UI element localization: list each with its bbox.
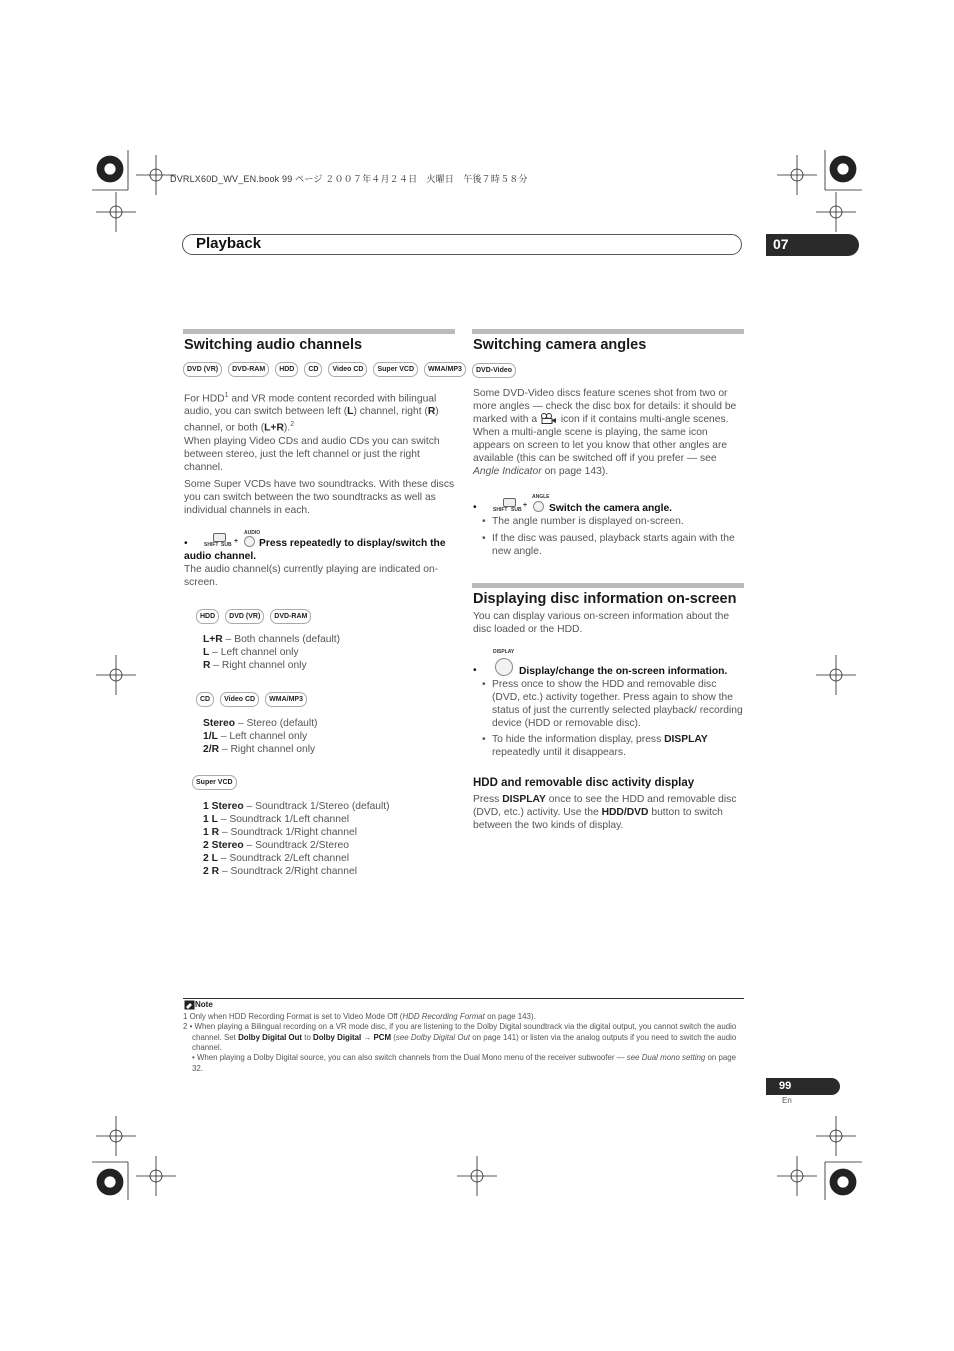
shift-button-icon [503,498,516,507]
tag: Super VCD [192,775,237,790]
paragraph-disc-information: You can display various on-screen information about the disc loaded or the HDD. [473,611,730,635]
list-item: 2/R – Right channel only [203,744,316,755]
tag: Video CD [220,692,259,707]
notes-rule [183,998,744,999]
list-item: Stereo – Stereo (default) [203,718,318,729]
group-c-tags [192,775,237,790]
section-title: Playback [196,235,262,252]
list-item: 1/L – Left channel only [203,731,308,742]
angle-mark-icon [540,413,558,424]
dvd-video-tag [472,363,516,378]
tag: HDD [196,609,219,624]
page-language: En [782,1096,792,1105]
plus-sign: + [523,502,528,509]
left-heading-rule [183,329,455,334]
step-display-bullet-2: • To hide the information display, press DISPLAY repeatedly until it disappears. [492,733,744,759]
list-item: 1 L – Soundtrack 1/Left channel [203,814,349,825]
shift-label: SHIFT [204,542,219,548]
sub-label: SUB [511,507,522,513]
paragraph-activity-display: Press DISPLAY once to see the HDD and removable disc (DVD, etc.) activity. Use the HDD/DVD button to switch between the two kinds of display. [473,794,737,831]
group-a-list [203,633,340,672]
right-heading-rule-1 [472,329,744,334]
chapter-number: 07 [773,236,789,252]
step-camera-angle: Switch the camera angle. [549,503,673,514]
display-button-icon [495,658,513,676]
sub-label: SUB [221,542,232,548]
step-audio: Press repeatedly to display/switch the audio channel. [184,538,446,562]
display-label: DISPLAY [493,649,515,655]
tag: WMA/MP3 [424,362,466,377]
tag: DVD-RAM [228,362,269,377]
footnote-2: 2 • When playing a Bilingual recording on a VR mode disc, if you are listening to the Dolby Digital soundtrack via the digital output, you cannot switch the audio channel. Set Dolby Digital Out to Dolby Digital → PCM (see Dolby Digital Out on page 141) or listen via the analog outputs if you need to switch the audio channel. [183,1022,737,1052]
heading-switching-audio: Switching audio channels [184,337,363,353]
step-audio-description: The audio channel(s) currently playing are indicated on-screen. [184,564,439,588]
footnote-1: 1 Only when HDD Recording Format is set to Video Mode Off (HDD Recording Format on page 143). [183,1012,536,1021]
step-bullet: • [473,502,477,513]
list-item: 2 Stereo – Soundtrack 2/Stereo [203,840,349,851]
shift-label: SHIFT [493,507,508,513]
tag: WMA/MP3 [265,692,307,707]
heading-activity-display: HDD and removable disc activity display [473,777,695,789]
disc-type-tags [183,362,466,377]
note-label: Note [195,1000,213,1009]
list-item: L+R – Both channels (default) [203,634,341,645]
tag: DVD-RAM [270,609,311,624]
list-item: 1 Stereo – Soundtrack 1/Stereo (default) [203,801,390,812]
angle-label: ANGLE [532,494,550,500]
list-item: R – Right channel only [203,660,307,671]
group-a-tags [196,609,311,624]
tag: CD [304,362,322,377]
step-camera-bullet-2: • If the disc was paused, playback starts again with the new angle. [492,532,744,558]
tag: Video CD [328,362,367,377]
tag: DVD-Video [472,363,516,378]
tag: Super VCD [373,362,418,377]
list-item: 2 L – Soundtrack 2/Left channel [203,853,349,864]
heading-camera-angles: Switching camera angles [473,337,647,353]
page-number-tab [766,1078,840,1095]
step-display-bullet-1: • Press once to show the HDD and removable disc (DVD, etc.) activity together. Press again to show the status of just the currently selected playback/ recording device (HDD or removable disc). [492,678,744,730]
book-header: DVRLX60D_WV_EN.book 99 ページ ２００７年４月２４日 火曜日 午後７時５８分 [170,174,528,184]
tag: DVD (VR) [183,362,222,377]
section-bar [182,234,742,255]
list-item: 2 R – Soundtrack 2/Right channel [203,866,357,877]
tag: DVD (VR) [225,609,264,624]
paragraph-intro: For HDD$^1$ and VR mode content recorded with bilingual audio, you can switch between left (L) channel, right (R) channel, or both (L+R).$^2$ [184,392,439,434]
paragraph-super-vcd: Some Super VCDs have two soundtracks. With these discs you can switch between the two soundtracks as well as individual channels in each. [184,479,455,516]
plus-sign: + [234,538,239,545]
heading-disc-information: Displaying disc information on-screen [473,591,737,607]
tag: CD [196,692,214,707]
list-item: L – Left channel only [203,647,299,658]
page-number: 99 [779,1080,792,1092]
group-c-list [203,800,390,878]
audio-label: AUDIO [244,530,261,536]
angle-button-icon [533,501,544,512]
tag: HDD [275,362,298,377]
group-b-list [203,717,317,756]
right-heading-rule-2 [472,583,744,588]
step-bullet: • [473,665,477,676]
footnote-3: • When playing a Dolby Digital source, you can also switch channels from the Dual Mono menu of the receiver subwoofer — see Dual mono setting on page 32. [192,1053,737,1073]
paragraph-camera-angles: Some DVD-Video discs feature scenes shot from two or more angles — check the disc box for details: it should be marked with a icon if it contains multi-angle scenes. When a multi-angle scene is playing, the same icon appears on screen to let you know that other angles are available (this can be switched off if you prefer — see Angle Indicator on page 143). [473,388,737,477]
note-icon [184,1000,195,1010]
list-item: 1 R – Soundtrack 1/Right channel [203,827,357,838]
paragraph-video-cd: When playing Video CDs and audio CDs you can switch between stereo, just the left channel or just the right channel. [184,436,440,473]
group-b-tags [196,692,307,707]
step-camera-bullet-1: • The angle number is displayed on-screen. [492,515,744,528]
step-display-info: Display/change the on-screen information. [519,666,728,677]
step-bullet: • [184,538,188,549]
